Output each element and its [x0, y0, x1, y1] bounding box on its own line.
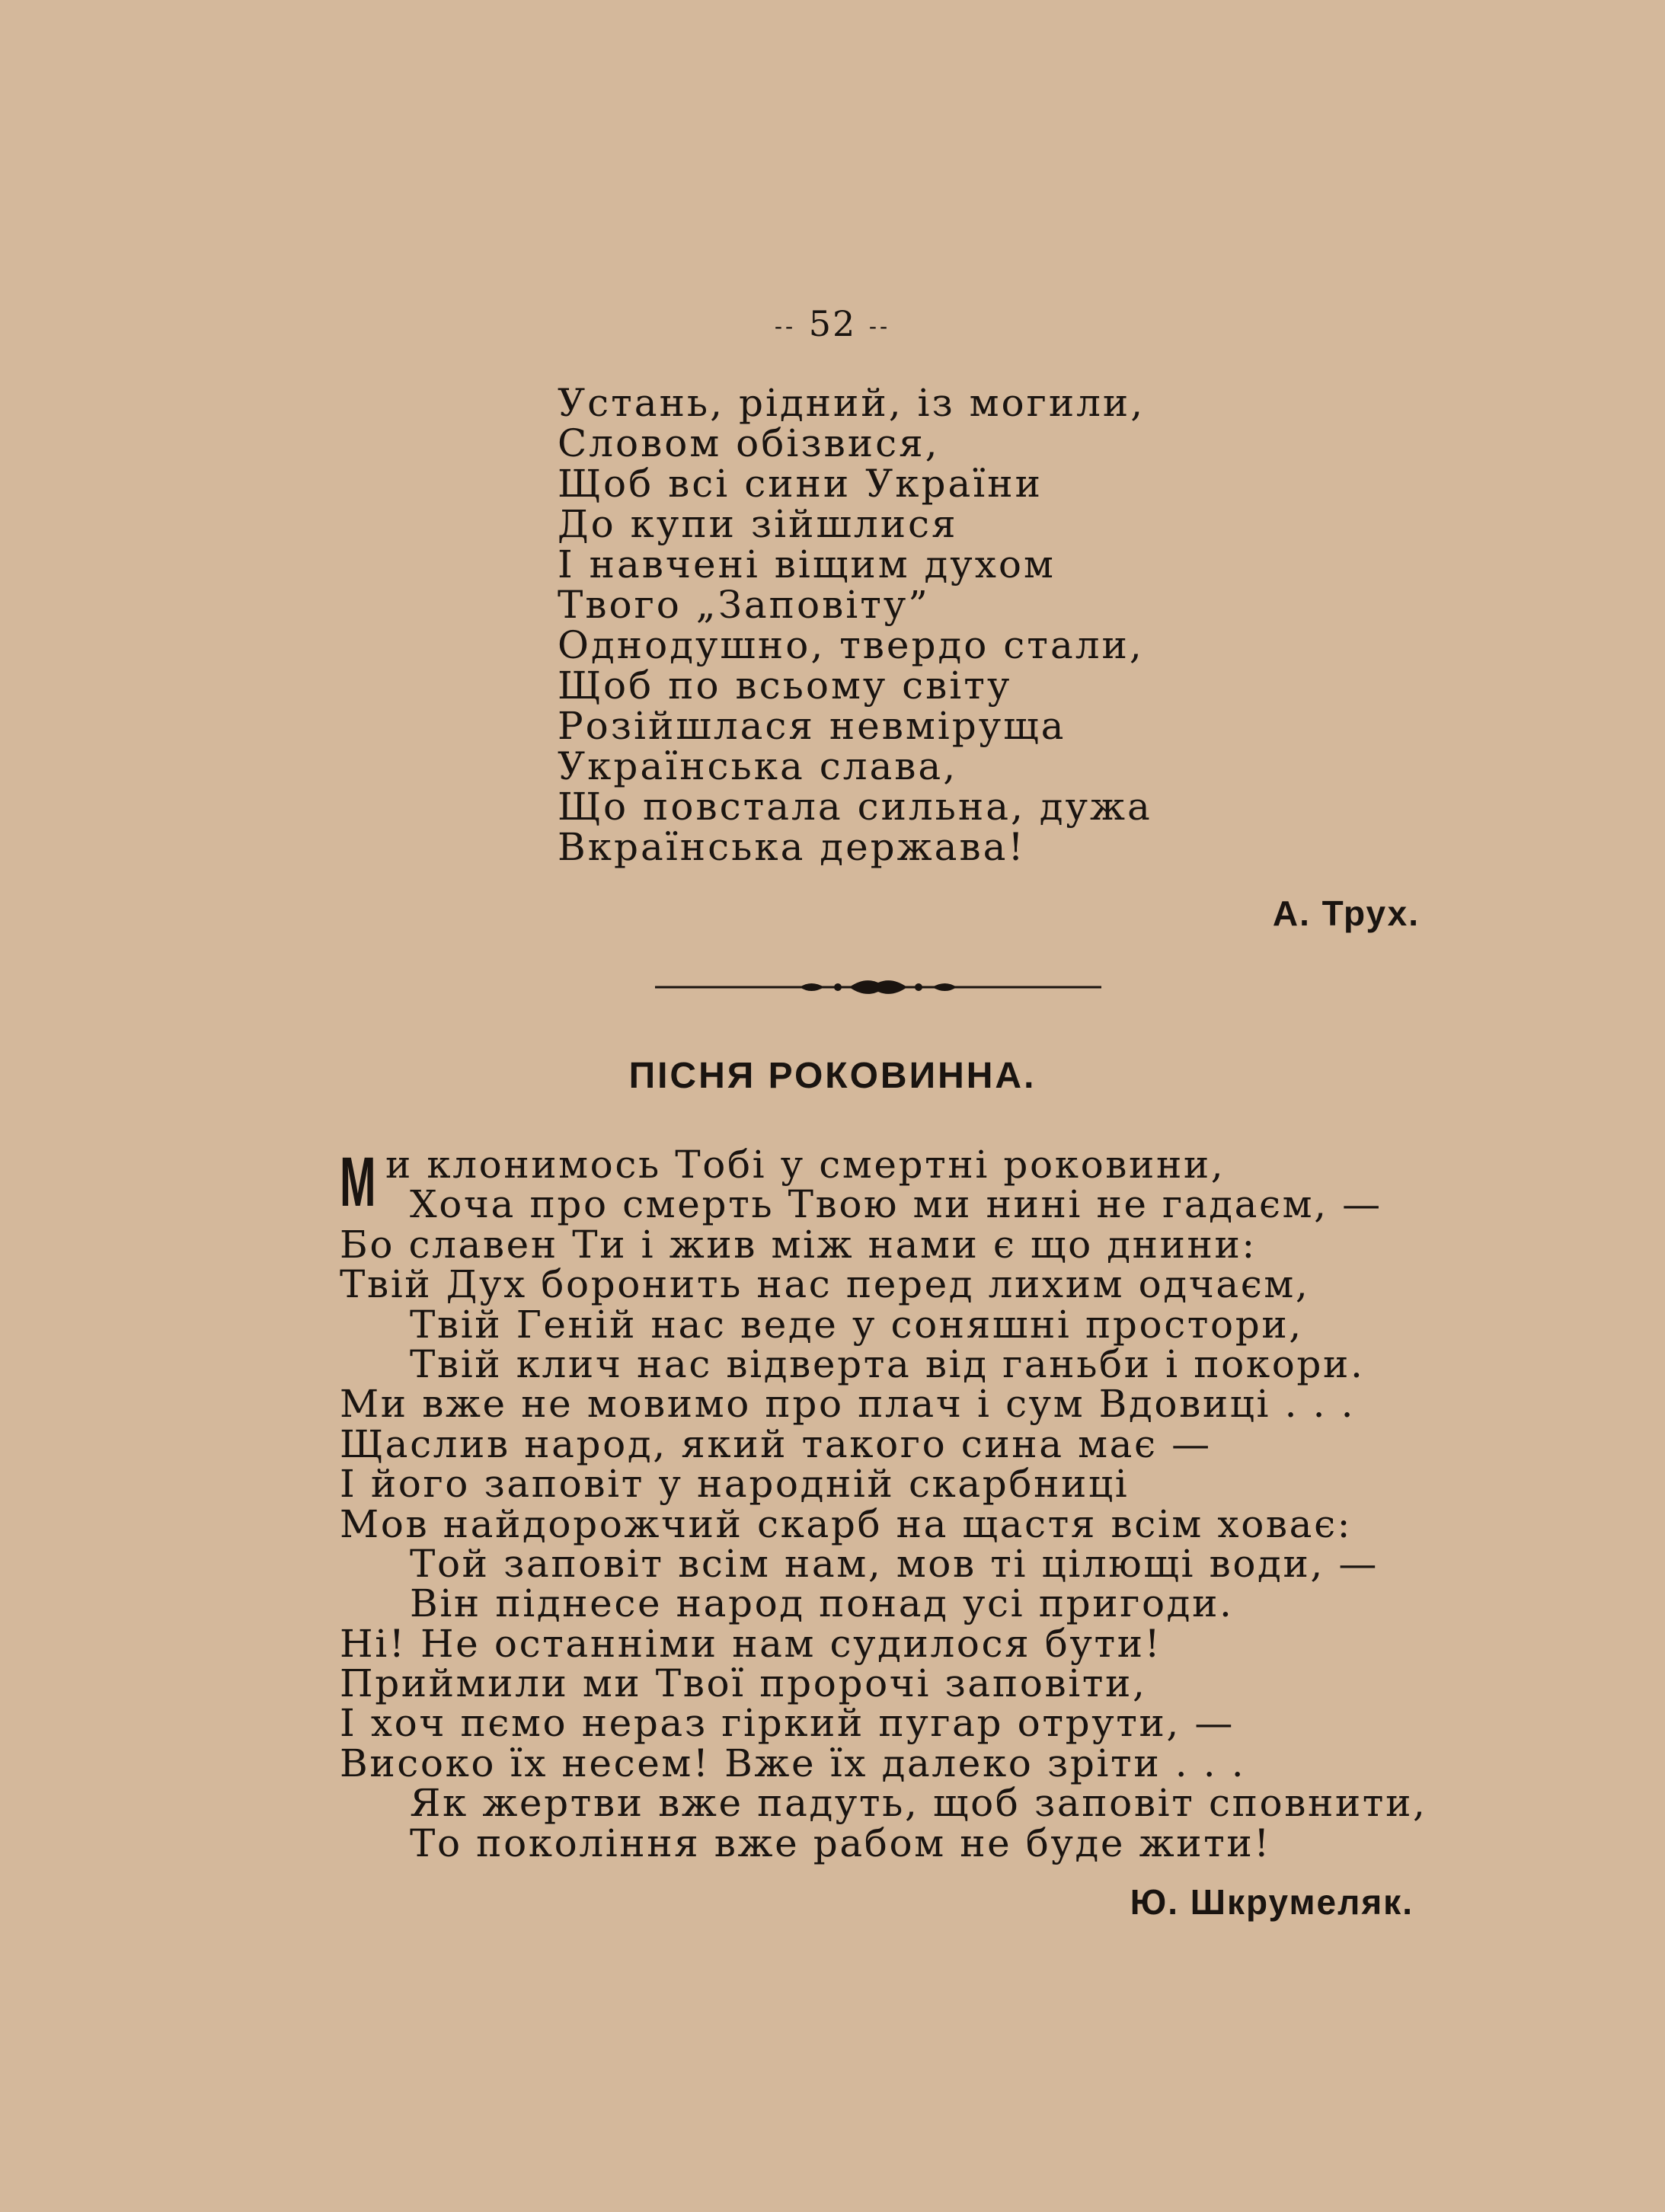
poem-2-line: І хоч пємо нераз гіркий пугар отрути, —	[340, 1701, 1235, 1746]
poem-2-line: Ми вже не мовимо про плач і сум Вдовиці . . .	[340, 1382, 1356, 1427]
poem-2-line: Він піднесе народ понад усі пригоди.	[410, 1581, 1234, 1626]
poem-1-line: І навчені віщим духом	[558, 542, 1056, 587]
poem-2	[340, 1143, 1427, 1865]
poem-2-line: То покоління вже рабом не буде жити!	[410, 1820, 1272, 1865]
poem-2-line: Приймили ми Твої пророчі заповіти,	[340, 1661, 1147, 1706]
poem-2-author: Ю. Шкрумеляк.	[1130, 1882, 1414, 1922]
poem-2-line: Бо славен Ти і жив між нами є що днини:	[340, 1222, 1257, 1267]
poem-2-line: Як жертви вже падуть, щоб заповіт сповнити,	[410, 1781, 1427, 1826]
poem-1-line: Вкраїнська держава!	[558, 825, 1026, 869]
poem-1-line: Розійшлася невміруща	[558, 704, 1066, 748]
poem-2-line: І його заповіт у народній скарбниці	[340, 1462, 1130, 1507]
page-number-left-mark: --	[774, 313, 797, 340]
poem-1-line: Щоб по всьому світу	[558, 663, 1012, 708]
poem-1	[558, 383, 1243, 868]
drop-cap: М	[340, 1143, 378, 1221]
poem-1-line: До купи зійшлися	[558, 502, 958, 546]
poem-1-author: А. Трух.	[1272, 893, 1420, 933]
poem-2-line: Твій Геній нас веде у соняшні простори,	[410, 1302, 1303, 1347]
poem-2-line: Твій Дух боронить нас перед лихим одчаєм,	[340, 1262, 1310, 1307]
poem-2-title: ПІСНЯ РОКОВИННА.	[628, 1056, 1037, 1096]
poem-2-first-line-text: и клонимось Тобі у смертні роковини,	[385, 1143, 1226, 1187]
poem-2-line: Той заповіт всім нам, мов ті цілющі води, —	[410, 1541, 1379, 1586]
poem-2-line: Твій клич нас відверта від ганьби і покори.	[410, 1341, 1365, 1386]
poem-2-line: Мов найдорожчий скарб на щастя всім ховає:	[340, 1501, 1353, 1546]
page-number-value: 52	[808, 303, 857, 344]
poem-1-line: Що повстала сильна, дужа	[558, 785, 1152, 829]
poem-1-line: Українська слава,	[558, 744, 958, 788]
poem-1-line: Устань, рідний, із могили,	[558, 381, 1146, 425]
poem-1-line: Однодушно, твердо стали,	[558, 623, 1144, 667]
page-number	[0, 303, 1665, 344]
ornamental-divider	[655, 973, 1101, 1001]
poem-2-line: Хоча про смерть Твою ми нині не гадаєм, —	[410, 1182, 1382, 1227]
poem-1-line: Твого „Заповіту”	[558, 583, 930, 627]
poem-2-line: Високо їх несем! Вже їх далеко зріти . . .	[340, 1741, 1246, 1785]
poem-1-line: Словом обізвися,	[558, 421, 940, 465]
page-number-right-mark: --	[868, 313, 891, 340]
poem-2-line: Ні! Не останніми нам судилося бути!	[340, 1621, 1162, 1666]
poem-1-line: Щоб всі сини України	[558, 462, 1043, 506]
poem-2-line: Щаслив народ, який такого сина має —	[340, 1421, 1212, 1466]
